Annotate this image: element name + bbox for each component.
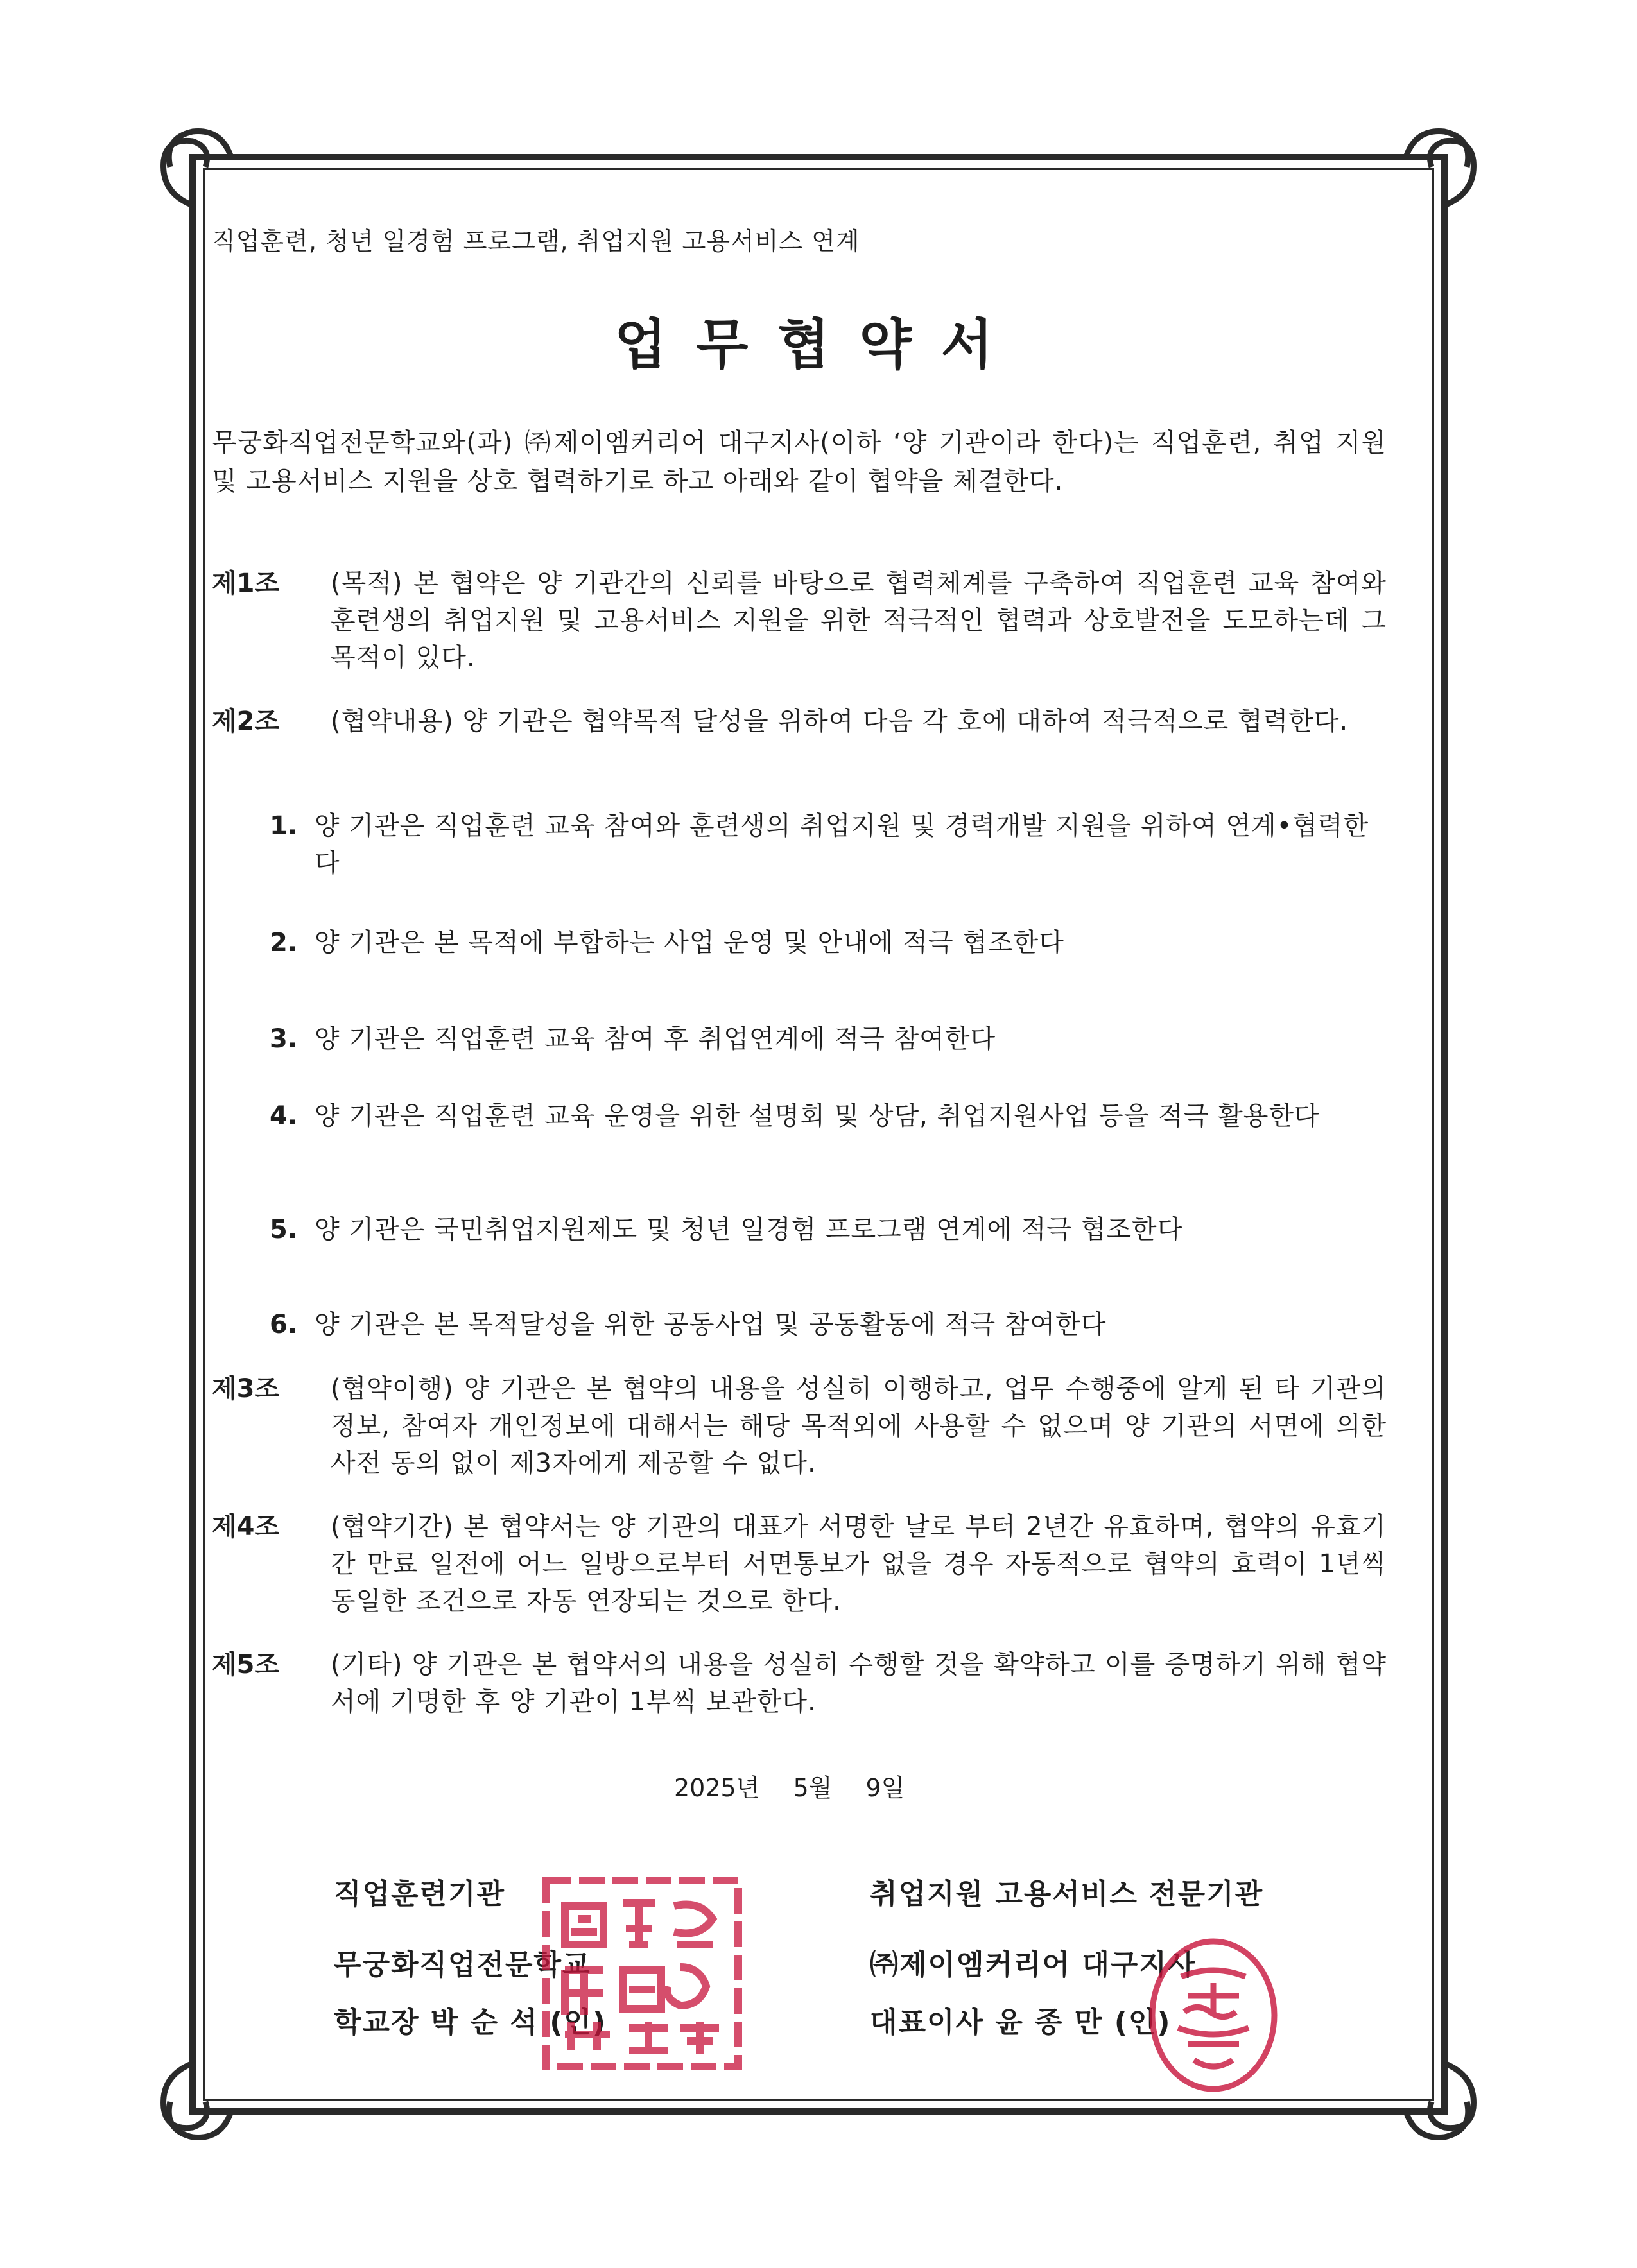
item-number: 5. xyxy=(270,1215,298,1244)
article-1 xyxy=(212,565,1387,676)
list-item xyxy=(270,1020,1374,1058)
intro-paragraph: 무궁화직업전문학교와(과) ㈜제이엠커리어 대구지사(이하 ‘양 기관이라 한다)는 직업훈련, 취업 지원 및 고용서비스 지원을 상호 협력하기로 하고 아래와 같이 협약을 체결한다. xyxy=(212,428,1387,496)
right-party-signer: 대표이사 윤 종 만 (인) xyxy=(870,2006,1172,2039)
article-text: (협약기간) 본 협약서는 양 기관의 대표가 서명한 날로 부터 2년간 유효하며, 협약의 유효기간 만료 일전에 어느 일방으로부터 서면통보가 없을 경우 자동적으로 협약의 효력이 1년씩 동일한 조건으로 자동 연장되는 것으로 한다. xyxy=(331,1512,1387,1616)
right-party-name: ㈜제이엠커리어 대구지사 xyxy=(870,1948,1197,1981)
list-item xyxy=(270,924,1374,961)
article-5 xyxy=(212,1646,1387,1721)
right-party-category: 취업지원 고용서비스 전문기관 xyxy=(870,1878,1264,1911)
item-text: 양 기관은 직업훈련 교육 운영을 위한 설명회 및 상담, 취업지원사업 등을 적극 활용한다 xyxy=(315,1101,1320,1131)
left-party-category: 직업훈련기관 xyxy=(334,1878,506,1911)
agreement-date: 2025년 5월 9일 xyxy=(674,1774,905,1802)
document-subtitle: 직업훈련, 청년 일경험 프로그램, 취업지원 고용서비스 연계 xyxy=(212,227,860,255)
item-number: 3. xyxy=(270,1024,298,1054)
article-text: (협약이행) 양 기관은 본 협약의 내용을 성실히 이행하고, 업무 수행중에 알게 된 타 기관의 정보, 참여자 개인정보에 대해서는 해당 목적외에 사용할 수 없으며 양 기관의 서면에 의한 사전 동의 없이 제3자에게 제공할 수 없다. xyxy=(331,1374,1387,1478)
article-text: (목적) 본 협약은 양 기관간의 신뢰를 바탕으로 협력체계를 구축하여 직업훈련 교육 참여와 훈련생의 취업지원 및 고용서비스 지원을 위한 적극적인 협력과 상호발전을 도모하는데 그 목적이 있다. xyxy=(331,569,1387,673)
list-item xyxy=(270,807,1374,882)
article-number: 제4조 xyxy=(212,1512,280,1542)
article-number: 제2조 xyxy=(212,707,280,736)
article-3 xyxy=(212,1370,1387,1482)
list-item xyxy=(270,1097,1374,1135)
item-text: 양 기관은 직업훈련 교육 참여와 훈련생의 취업지원 및 경력개발 지원을 위하여 연계•협력한다 xyxy=(315,811,1369,878)
document-title: 업무협약서 xyxy=(614,313,1023,376)
article-text: (협약내용) 양 기관은 협약목적 달성을 위하여 다음 각 호에 대하여 적극적으로 협력한다. xyxy=(331,707,1349,736)
item-text: 양 기관은 국민취업지원제도 및 청년 일경험 프로그램 연계에 적극 협조한다 xyxy=(315,1215,1183,1244)
list-item xyxy=(270,1211,1374,1248)
list-item xyxy=(270,1306,1374,1343)
item-text: 양 기관은 본 목적달성을 위한 공동사업 및 공동활동에 적극 참여한다 xyxy=(315,1310,1107,1339)
item-number: 4. xyxy=(270,1101,298,1131)
article-number: 제5조 xyxy=(212,1650,280,1680)
article-4 xyxy=(212,1508,1387,1620)
company-seal-stamp xyxy=(1143,1932,1284,2099)
article-text: (기타) 양 기관은 본 협약서의 내용을 성실히 수행할 것을 확약하고 이를 증명하기 위해 협약서에 기명한 후 양 기관이 1부씩 보관한다. xyxy=(331,1650,1387,1717)
item-number: 2. xyxy=(270,928,298,958)
left-party-signer: 학교장 박 순 석 (인) xyxy=(334,2006,607,2039)
left-party-name: 무궁화직업전문학교 xyxy=(334,1948,591,1981)
item-number: 6. xyxy=(270,1310,298,1339)
item-number: 1. xyxy=(270,811,298,841)
item-text: 양 기관은 본 목적에 부합하는 사업 운영 및 안내에 적극 협조한다 xyxy=(315,928,1064,958)
article-number: 제1조 xyxy=(212,569,280,598)
article-2 xyxy=(212,703,1387,740)
article-number: 제3조 xyxy=(212,1374,280,1404)
item-text: 양 기관은 직업훈련 교육 참여 후 취업연계에 적극 참여한다 xyxy=(315,1024,996,1054)
school-seal-stamp xyxy=(533,1868,751,2079)
